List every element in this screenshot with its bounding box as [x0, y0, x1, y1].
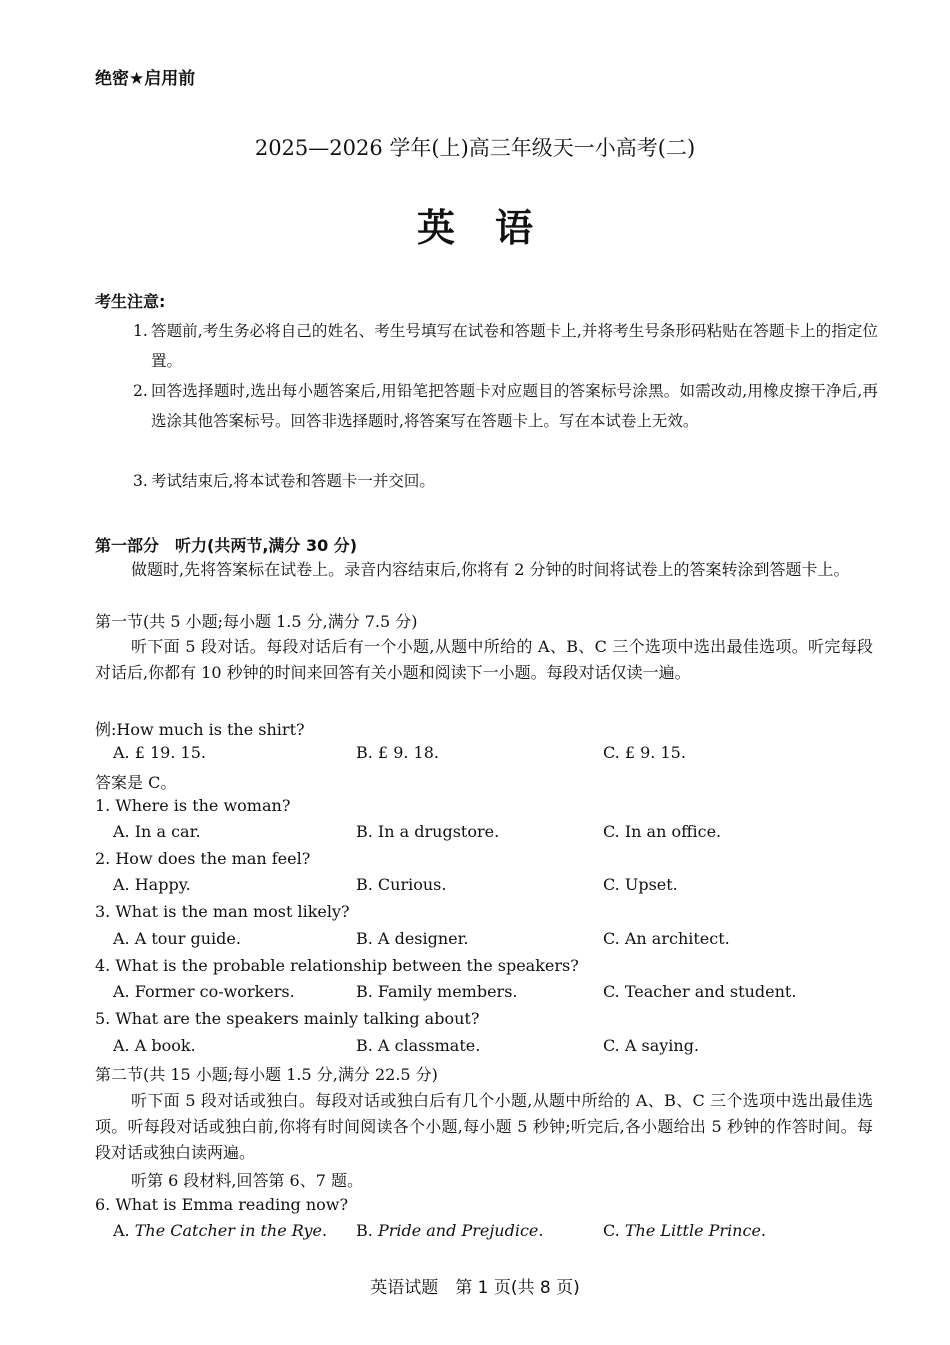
q5-option-c: C. A saying. — [603, 1036, 700, 1055]
q2-option-c: C. Upset. — [603, 875, 678, 894]
question-2: 2. How does the man feel? — [95, 849, 311, 868]
notice-item-text: 回答选择题时,选出每小题答案后,用铅笔把答题卡对应题目的答案标号涂黑。如需改动,用橡皮擦干净后,再选涂其他答案标号。回答非选择题时,将答案写在答题卡上。写在本试卷上无效。 — [151, 382, 878, 430]
part1-intro: 做题时,先将答案标在试卷上。录音内容结束后,你将有 2 分钟的时间将试卷上的答案转涂到答题卡上。 — [131, 560, 850, 579]
q1-option-b: B. In a drugstore. — [356, 822, 500, 841]
book-title: The Little Prince — [624, 1221, 761, 1240]
q2-option-b: B. Curious. — [356, 875, 447, 894]
section1-instructions: 听下面 5 段对话。每段对话后有一个小题,从题中所给的 A、B、C 三个选项中选出最佳选项。听完每段对话后,你都有 10 秒钟的时间来回答有关小题和阅读下一小题。每段对话仅读一遍。 — [95, 637, 873, 682]
q6-option-a — [113, 1221, 327, 1240]
q3-option-c: C. An architect. — [603, 929, 730, 948]
q3-option-b: B. A designer. — [356, 929, 469, 948]
q2-option-a: A. Happy. — [113, 875, 191, 894]
q5-option-b: B. A classmate. — [356, 1036, 481, 1055]
confidential-label: 绝密★启用前 — [95, 69, 196, 89]
book-title: Pride and Prejudice — [377, 1221, 539, 1240]
q1-option-a: A. In a car. — [113, 822, 201, 841]
notice-item-text: 答题前,考生务必将自己的姓名、考生号填写在试卷和答题卡上,并将考生号条形码粘贴在答题卡上的指定位置。 — [151, 322, 878, 370]
example-question: 例:How much is the shirt? — [95, 720, 305, 739]
question-6: 6. What is Emma reading now? — [95, 1195, 349, 1214]
notice-item-3 — [133, 466, 878, 496]
subject-title: 英语 — [416, 206, 573, 250]
question-1: 1. Where is the woman? — [95, 796, 291, 815]
option-punct: . — [322, 1221, 328, 1240]
option-punct: . — [760, 1221, 767, 1240]
q4-option-c: C. Teacher and student. — [603, 982, 797, 1001]
exam-title: 2025—2026 学年(上)高三年级天一小高考(二) — [254, 136, 696, 160]
example-answer: 答案是 C。 — [95, 773, 177, 792]
example-option-c: C. £ 9. 15. — [603, 743, 686, 762]
notice-item-number: 2. — [133, 382, 148, 400]
q3-option-a: A. A tour guide. — [113, 929, 241, 948]
section1-title: 第一节(共 5 小题;每小题 1.5 分,满分 7.5 分) — [95, 612, 418, 631]
notice-heading: 考生注意: — [95, 292, 166, 311]
notice-item-number: 1. — [133, 322, 148, 340]
section2-instructions: 听下面 5 段对话或独白。每段对话或独白后有几个小题,从题中所给的 A、B、C 三个选项中选出最佳选项。听每段对话或独白前,你将有时间阅读各个小题,每小题 5 秒钟;听完后,各小题给出 5 秒钟的作答时间。每段对话或独白读两遍。 — [95, 1091, 873, 1162]
example-option-b: B. £ 9. 18. — [356, 743, 439, 762]
q4-option-b: B. Family members. — [356, 982, 518, 1001]
q5-option-a: A. A book. — [113, 1036, 196, 1055]
question-4: 4. What is the probable relationship between the speakers? — [95, 956, 579, 975]
section2-title: 第二节(共 15 小题;每小题 1.5 分,满分 22.5 分) — [95, 1065, 438, 1084]
option-punct: . — [538, 1221, 544, 1240]
option-label: B. — [356, 1221, 378, 1240]
question-3: 3. What is the man most likely? — [95, 902, 350, 921]
notice-item-2 — [133, 376, 878, 436]
question-5: 5. What are the speakers mainly talking about? — [95, 1009, 480, 1028]
notice-item-text: 考试结束后,将本试卷和答题卡一并交回。 — [151, 472, 435, 490]
option-label: C. — [603, 1221, 625, 1240]
notice-item-number: 3. — [133, 472, 148, 490]
material-note: 听第 6 段材料,回答第 6、7 题。 — [131, 1171, 363, 1190]
q6-option-c — [603, 1221, 766, 1240]
book-title: The Catcher in the Rye — [134, 1221, 323, 1240]
part1-title: 第一部分 听力(共两节,满分 30 分) — [95, 536, 358, 555]
q6-option-b — [356, 1221, 543, 1240]
page-footer: 英语试题 第 1 页(共 8 页) — [370, 1278, 580, 1298]
option-label: A. — [113, 1221, 135, 1240]
example-option-a: A. £ 19. 15. — [113, 743, 206, 762]
q4-option-a: A. Former co-workers. — [113, 982, 295, 1001]
q1-option-c: C. In an office. — [603, 822, 722, 841]
notice-item-1 — [133, 316, 878, 376]
